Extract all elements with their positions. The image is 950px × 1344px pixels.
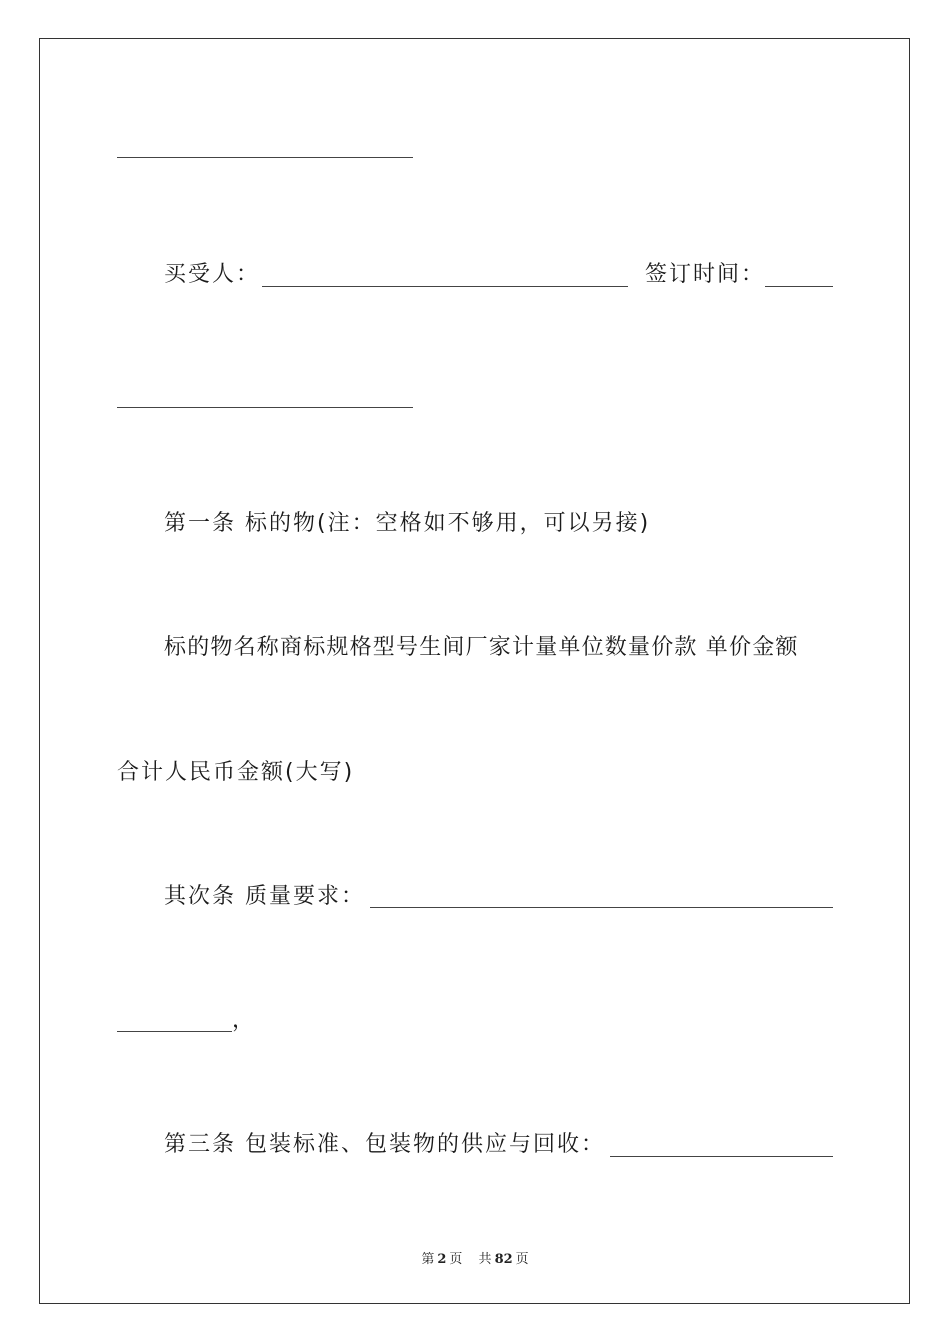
blank-line-2 [117, 407, 413, 408]
blank-line-1 [117, 157, 413, 158]
sign-time-blank [765, 286, 833, 287]
total-pages: 82 [494, 1252, 513, 1267]
page-footer [0, 1248, 950, 1267]
article-1-heading: 第一条 标的物(注：空格如不够用，可以另接) [164, 511, 651, 536]
total-suffix: 页 [515, 1252, 529, 1267]
article-2-heading: 其次条 质量要求： [164, 884, 365, 909]
sign-time-label: 签订时间： [645, 262, 766, 287]
page-border [39, 38, 910, 1304]
page-number: 2 [437, 1252, 447, 1267]
page-indicator [418, 1252, 465, 1267]
comma: ， [232, 1008, 257, 1033]
page-prefix: 第 [421, 1252, 435, 1267]
total-prefix: 共 [478, 1252, 492, 1267]
total-indicator [476, 1252, 532, 1267]
buyer-blank [262, 286, 628, 287]
quality-blank [370, 907, 833, 908]
item-table-header: 标的物名称商标规格型号生间厂家计量单位数量价款 单价金额 [164, 635, 799, 660]
page-suffix: 页 [449, 1252, 463, 1267]
quality-blank-continued [117, 1031, 232, 1032]
buyer-label: 买受人： [164, 262, 261, 287]
packaging-blank [610, 1156, 833, 1157]
article-3-heading: 第三条 包装标准、包装物的供应与回收： [164, 1132, 605, 1157]
total-amount-label: 合计人民币金额(大写) [117, 760, 355, 785]
